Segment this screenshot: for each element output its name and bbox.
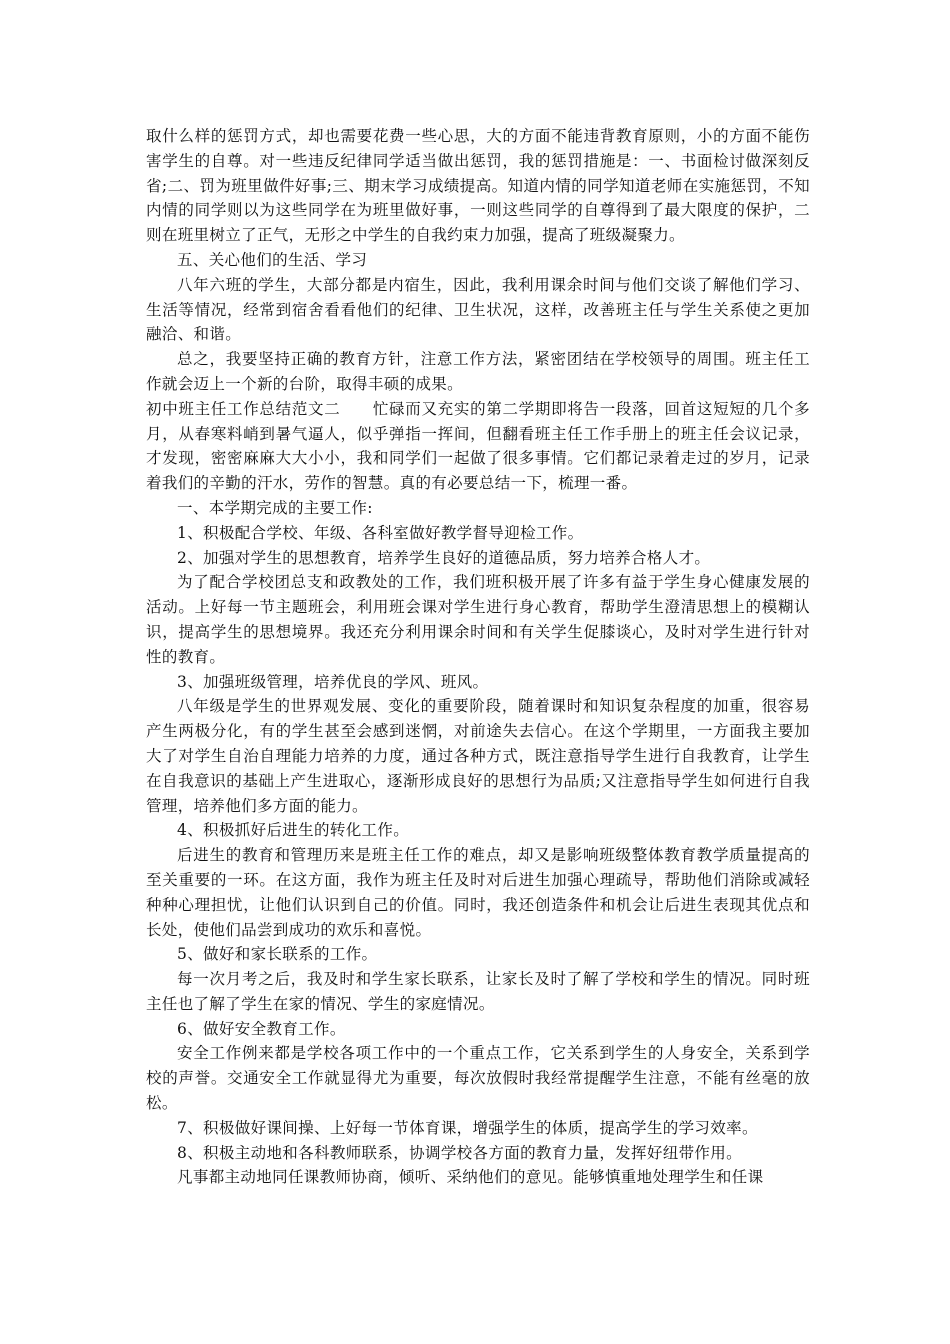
list-item: 8、积极主动地和各科教师联系，协调学校各方面的教育力量，发挥好纽带作用。 [177, 1143, 742, 1162]
list-item: 4、积极抓好后进生的转化工作。 [177, 821, 410, 840]
paragraph: 每一次月考之后，我及时和学生家长联系，让家长及时了解了学校和学生的情况。同时班主任也了解了学生在家的情况、学生的家庭情况。 [146, 970, 810, 1013]
list-item: 3、加强班级管理，培养优良的学风、班风。 [177, 672, 489, 691]
paragraph: 安全工作例来都是学校各项工作中的一个重点工作，它关系到学生的人身安全，关系到学校的声誉。交通安全工作就显得尤为重要，每次放假时我经常提醒学生注意，不能有丝毫的放松。 [146, 1044, 810, 1113]
paragraph: 为了配合学校团总支和政教处的工作，我们班积极开展了许多有益于学生身心健康发展的活动。上好每一节主题班会，利用班会课对学生进行身心教育，帮助学生澄清思想上的模糊认识，提高学生的思想境界。我还充分利用课余时间和有关学生促膝谈心，及时对学生进行针对性的教育。 [146, 573, 810, 666]
paragraph-truncated: 凡事都主动地同任课教师协商，倾听、采纳他们的意见。能够慎重地处理学生和任课 [177, 1168, 764, 1187]
paragraph-continuation: 取什么样的惩罚方式，却也需要花费一些心思，大的方面不能违背教育原则，小的方面不能伤害学生的自尊。对一些违反纪律同学适当做出惩罚，我的惩罚措施是：一、书面检讨做深刻反省;二、罚为班里做件好事;三、期末学习成绩提高。知道内情的同学知道老师在实施惩罚，不知内情的同学则以为这些同学在为班里做好事，一则这些同学的自尊得到了最大限度的保护，二则在班里树立了正气，无形之中学生的自我约束力加强，提高了班级凝聚力。 [146, 127, 810, 245]
list-item: 6、做好安全教育工作。 [177, 1019, 346, 1038]
paragraph: 八年级是学生的世界观发展、变化的重要阶段，随着课时和知识复杂程度的加重，很容易产生两极分化，有的学生甚至会感到迷惘，对前途失去信心。在这个学期里，一方面我主要加大了对学生自治自理能力培养的力度，通过各种方式，既注意指导学生进行自我教育，让学生在自我意识的基础上产生进取心，逐渐形成良好的思想行为品质;又注意指导学生如何进行自我管理，培养他们多方面的能力。 [146, 697, 810, 815]
list-item: 5、做好和家长联系的工作。 [177, 945, 378, 964]
paragraph: 后进生的教育和管理历来是班主任工作的难点，却又是影响班级整体教育教学质量提高的至关重要的一环。在这方面，我作为班主任及时对后进生加强心理疏导，帮助他们消除或减轻种种心理担忧，让他们认识到自己的价值。同时，我还创造条件和机会让后进生表现其优点和长处，使他们品尝到成功的欢乐和喜悦。 [146, 846, 810, 939]
section-heading-1: 一、本学期完成的主要工作: [177, 498, 373, 517]
list-item: 1、积极配合学校、年级、各科室做好教学督导迎检工作。 [177, 523, 584, 542]
list-item: 2、加强对学生的思想教育，培养学生良好的道德品质，努力培养合格人才。 [177, 548, 711, 567]
section-heading-5: 五、关心他们的生活、学习 [177, 250, 368, 269]
paragraph: 总之，我要坚持正确的教育方针，注意工作方法，紧密团结在学校领导的周围。班主任工作就会迈上一个新的台阶，取得丰硕的成果。 [146, 350, 810, 393]
document-page [146, 124, 810, 1190]
article-two-intro: 初中班主任工作总结范文二 忙碌而又充实的第二学期即将告一段落，回首这短短的几个多月，从春寒料峭到暑气逼人，似乎弹指一挥间，但翻看班主任工作手册上的班主任会议记录，才发现，密密麻麻大大小小，我和同学们一起做了很多事情。它们都记录着走过的岁月，记录着我们的辛勤的汗水，劳作的智慧。真的有必要总结一下，梳理一番。 [146, 399, 810, 493]
paragraph: 八年六班的学生，大部分都是内宿生，因此，我利用课余时间与他们交谈了解他们学习、生活等情况，经常到宿舍看看他们的纪律、卫生状况，这样，改善班主任与学生关系使之更加融洽、和谐。 [146, 275, 810, 344]
list-item: 7、积极做好课间操、上好每一节体育课，增强学生的体质，提高学生的学习效率。 [177, 1118, 758, 1137]
